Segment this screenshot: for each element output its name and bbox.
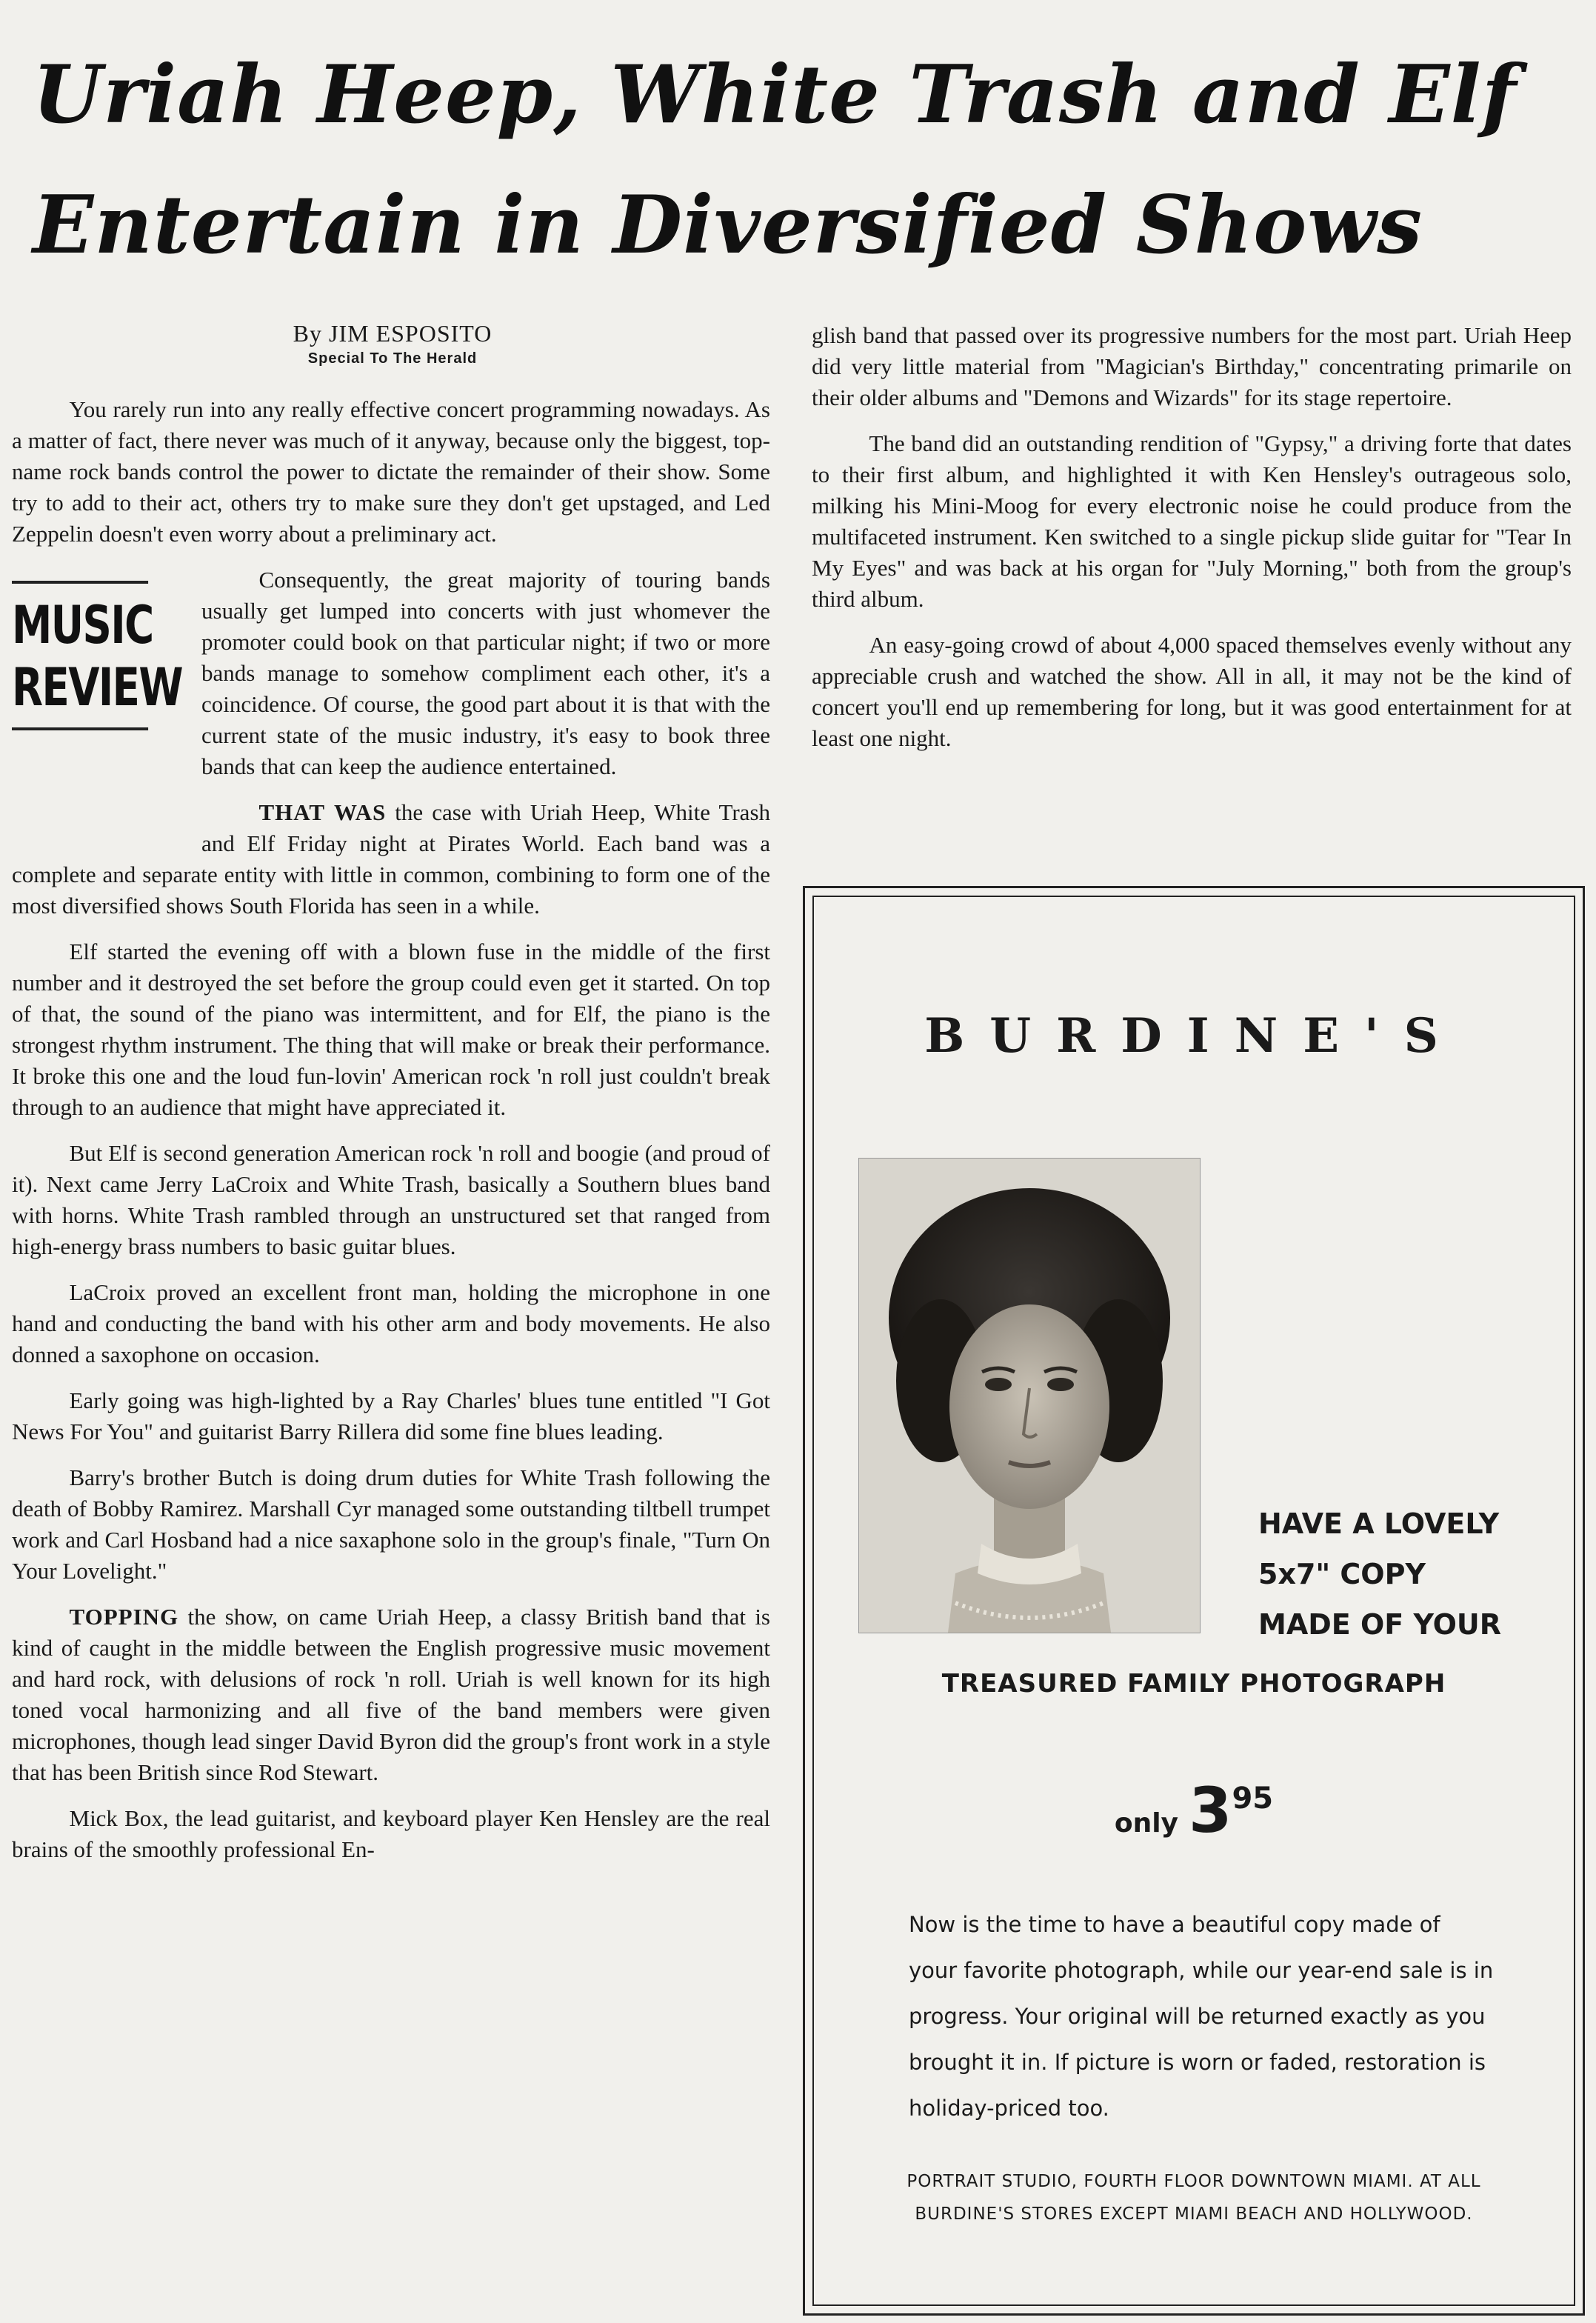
byline-author: By JIM ESPOSITO	[293, 320, 493, 347]
paragraph-body: the show, on came Uriah Heep, a classy British band that is kind of caught in the middle between the English progressive music movement and hard rock, with delusions of rock 'n roll. Uriah is well known for its high toned vocal harmonizing and all five of the band members were given microphones, though lead singer David Byron did the group's front work in a style that has been British since Rod Stewart.	[12, 1604, 770, 1785]
ad-offer	[1258, 1499, 1540, 1650]
price-only-label: only	[1114, 1808, 1179, 1839]
ad-footer: PORTRAIT STUDIO, FOURTH FLOOR DOWNTOWN MIAMI. AT ALL BURDINE'S STORES EXCEPT MIAMI BEACH AND HOLLYWOOD.	[906, 2172, 1481, 2224]
headline-line-2: Entertain in Diversified Shows	[33, 179, 1423, 272]
ad-price	[814, 1774, 1574, 1847]
ad-treasured-line: TREASURED FAMILY PHOTOGRAPH	[941, 1669, 1446, 1699]
article-paragraph: Consequently, the great majority of touring bands usually get lumped into concerts with just whomever the promoter could book on that particular night; if two or more bands manage to somehow compliment each other, it's a coincidence. Of course, the good part about it is that with the current state of the music industry, it's easy to book three bands that can keep the audience entertained.	[201, 567, 770, 779]
burdines-advertisement	[803, 886, 1585, 2316]
article-column-right	[812, 320, 1572, 769]
article-column-left	[12, 394, 770, 1880]
byline	[0, 320, 785, 367]
music-review-line-2: REVIEW	[12, 657, 183, 718]
music-review-label	[12, 581, 183, 730]
article-paragraph: LaCroix proved an excellent front man, holding the microphone in one hand and conducting the band with his other arm and body movements. He also donned a saxophone on occasion.	[12, 1279, 770, 1367]
article-paragraph: Barry's brother Butch is doing drum duties for White Trash following the death of Bobby Ramirez. Marshall Cyr managed some outstanding tiltbell trumpet work and Carl Hosband had a nice saxaphone solo in the group's finale, "Turn On Your Lovelight."	[12, 1464, 770, 1584]
headline-line-1: Uriah Heep, White Trash and Elf	[33, 48, 1517, 141]
headline	[33, 30, 1573, 290]
article-paragraph: Elf started the evening off with a blown fuse in the middle of the first number and it destroyed the set before the group could even get it started. On top of that, the sound of the piano was intermittent, and for Elf, the piano is the strongest rhythm instrument. The thing that will make or break their performance. It broke this one and the loud fun-lovin' American rock 'n roll just couldn't break through to an audience that might have appreciated it.	[12, 939, 770, 1120]
ad-offer-line-2: 5x7" COPY	[1258, 1558, 1426, 1590]
portrait-woman-image	[859, 1159, 1200, 1633]
ad-offer-line-3: MADE OF YOUR	[1258, 1608, 1502, 1641]
ad-brand-name: BURDINE'S	[924, 1008, 1463, 1064]
article-paragraph: But Elf is second generation American rock 'n roll and boogie (and proud of it). Next came Jerry LaCroix and White Trash, basically a Southern blues band with horns. White Trash rambled through an unstructured set that ranged from high-energy brass numbers to basic guitar blues.	[12, 1140, 770, 1259]
article-paragraph: Early going was high-lighted by a Ray Charles' blues tune entitled "I Got News For You" and guitarist Barry Rillera did some fine blues leading.	[12, 1387, 770, 1444]
ad-offer-line-1: HAVE A LOVELY	[1258, 1507, 1500, 1540]
article-paragraph: An easy-going crowd of about 4,000 spaced themselves evenly without any appreciable crush and watched the show. All in all, it may not be the kind of concert you'll end up remembering for long, but it was good entertainment for at least one night.	[812, 632, 1572, 751]
article-paragraph: You rarely run into any really effective concert programming nowadays. As a matter of fact, there never was much of it anyway, because only the biggest, top-name rock bands control the power to dictate the remainder of their show. Some try to add to their act, others try to make sure they don't get upstaged, and Led Zeppelin doesn't even worry about a preliminary act.	[12, 396, 770, 547]
article-paragraph	[12, 1602, 770, 1788]
article-paragraph: The band did an outstanding rendition of "Gypsy," a driving forte that dates to their first album, and highlighted it with Ken Hensley's outrageous solo, milking his Mini-Moog for every electronic noise he could produce from the multifaceted instrument. Ken switched to a single pickup slide guitar for "Tear In My Eyes" and was back at his organ for "July Morning," both from the group's third album.	[812, 430, 1572, 612]
article-paragraph: Mick Box, the lead guitarist, and keyboard player Ken Hensley are the real brains of the smoothly professional En-	[12, 1805, 770, 1862]
paragraph-lead: TOPPING	[69, 1604, 179, 1630]
ad-body-copy: Now is the time to have a beautiful copy made of your favorite photograph, while our year-end sale is in progress. Your original will be returned exactly as you brought it in. If picture is worn or faded, restoration is holiday-priced too.	[909, 1912, 1494, 2121]
music-review-box	[12, 575, 190, 839]
paragraph-body: the case with Uriah Heep, White Trash and Elf Friday night at Pirates World. Each band was a complete and separate entity with little in common, combining to form one of the most diversified shows South Florida has seen in a while.	[12, 799, 771, 919]
price-dollars: 3	[1189, 1774, 1232, 1847]
music-review-line-1: MUSIC	[12, 595, 153, 656]
article-paragraph: glish band that passed over its progressive numbers for the most part. Uriah Heep did very little material from "Magician's Birthday," concentrating primarile on their older albums and "Demons and Wizards" for its stage repertoire.	[812, 322, 1572, 410]
paragraph-lead: THAT WAS	[258, 799, 387, 825]
byline-credit: Special To The Herald	[307, 350, 478, 367]
ad-inner-border	[812, 896, 1575, 2306]
portrait-photo	[858, 1158, 1201, 1633]
price-cents: 95	[1232, 1782, 1274, 1816]
